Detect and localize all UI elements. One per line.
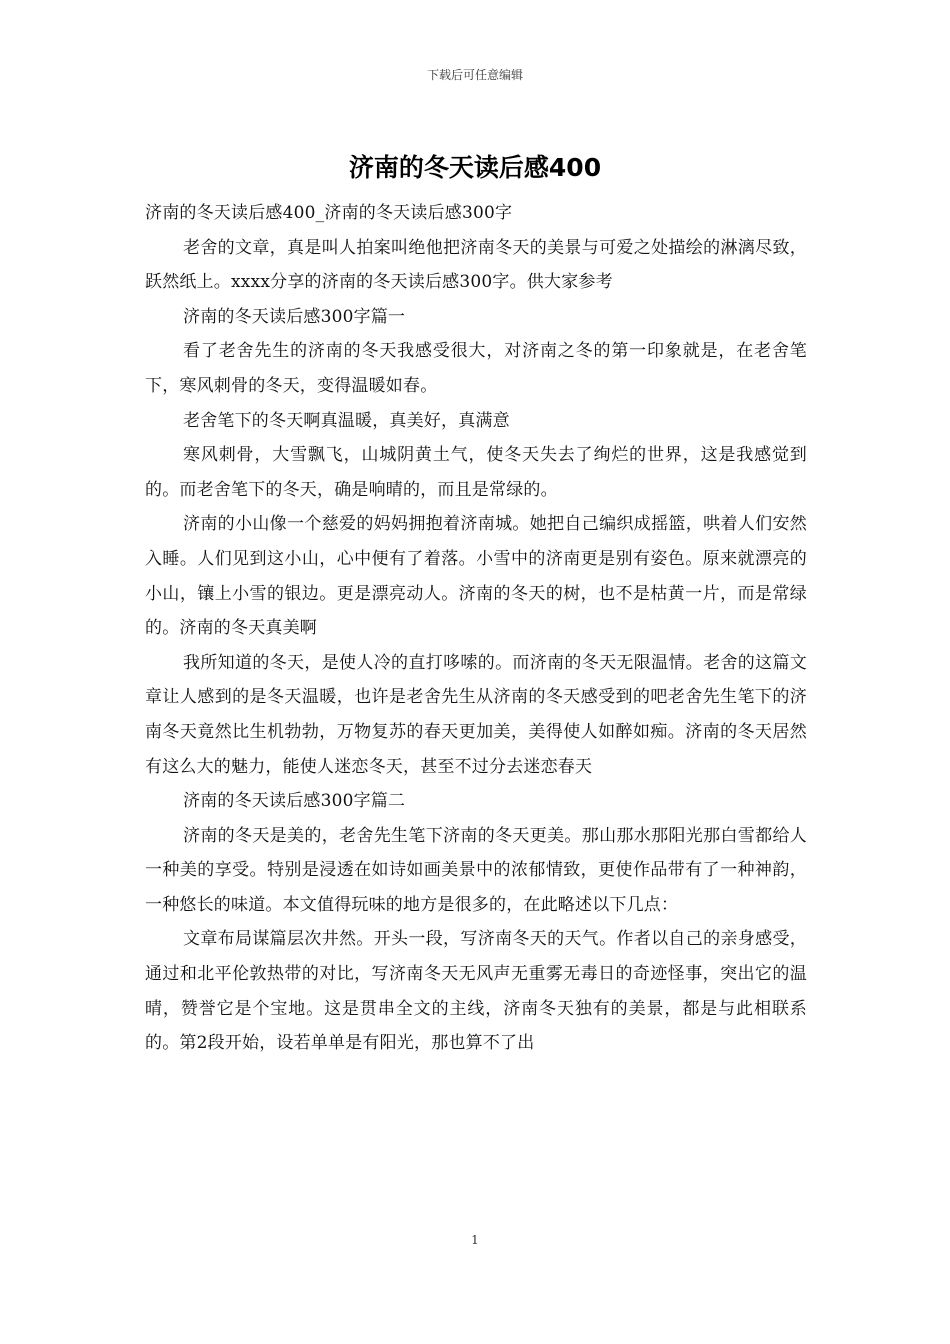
paragraph: 我所知道的冬天，是使人冷的直打哆嗦的。而济南的冬天无限温情。老舍的这篇文章让人感到的是冬天温暖，也许是老舍先生从济南的冬天感受到的吧老舍先生笔下的济南冬天竟然比生机勃勃，万物复苏的春天更加美，美得使人如醉如痴。济南的冬天居然有这么大的魅力，能使人迷恋冬天，甚至不过分去迷恋春天 [145,652,807,777]
document-body [145,196,807,1061]
paragraph: 老舍笔下的冬天啊真温暖，真美好，真满意 [183,410,510,431]
page-number: 1 [471,1233,479,1247]
paragraph: 济南的小山像一个慈爱的妈妈拥抱着济南城。她把自己编织成摇篮，哄着人们安然入睡。人们见到这小山，心中便有了着落。小雪中的济南更是别有姿色。原来就漂亮的小山，镶上小雪的银边。更是漂亮动人。济南的冬天的树，也不是枯黄一片，而是常绿的。济南的冬天真美啊 [145,514,807,639]
document-title: 济南的冬天读后感400 [348,153,602,182]
paragraph: 文章布局谋篇层次井然。开头一段，写济南冬天的天气。作者以自己的亲身感受，通过和北平伦敦热带的对比，写济南冬天无风声无重雾无毒日的奇迹怪事，突出它的温晴，赞誉它是个宝地。这是贯串全文的主线，济南冬天独有的美景，都是与此相联系的。第2段开始，设若单单是有阳光，那也算不了出 [145,929,807,1054]
paragraph: 寒风刺骨，大雪飘飞，山城阴黄土气，使冬天失去了绚烂的世界，这是我感觉到的。而老舍笔下的冬天，确是响晴的，而且是常绿的。 [145,445,807,500]
section-heading: 济南的冬天读后感300字篇一 [183,306,406,327]
paragraph: 济南的冬天是美的，老舍先生笔下济南的冬天更美。那山那水那阳光那白雪都给人一种美的享受。特别是浸透在如诗如画美景中的浓郁情致，更使作品带有了一种神韵，一种悠长的味道。本文值得玩味的地方是很多的，在此略述以下几点： [145,825,807,915]
paragraph: 济南的冬天读后感400_济南的冬天读后感300字 [145,203,513,223]
page-header: 下载后可任意编辑 [426,68,523,82]
paragraph: 老舍的文章，真是叫人拍案叫绝他把济南冬天的美景与可爱之处描绘的淋漓尽致，跃然纸上。xxxx分享的济南的冬天读后感300字。供大家参考 [145,237,807,293]
paragraph: 看了老舍先生的济南的冬天我感受很大，对济南之冬的第一印象就是，在老舍笔下，寒风刺骨的冬天，变得温暖如春。 [145,341,807,396]
section-heading: 济南的冬天读后感300字篇二 [183,791,406,812]
